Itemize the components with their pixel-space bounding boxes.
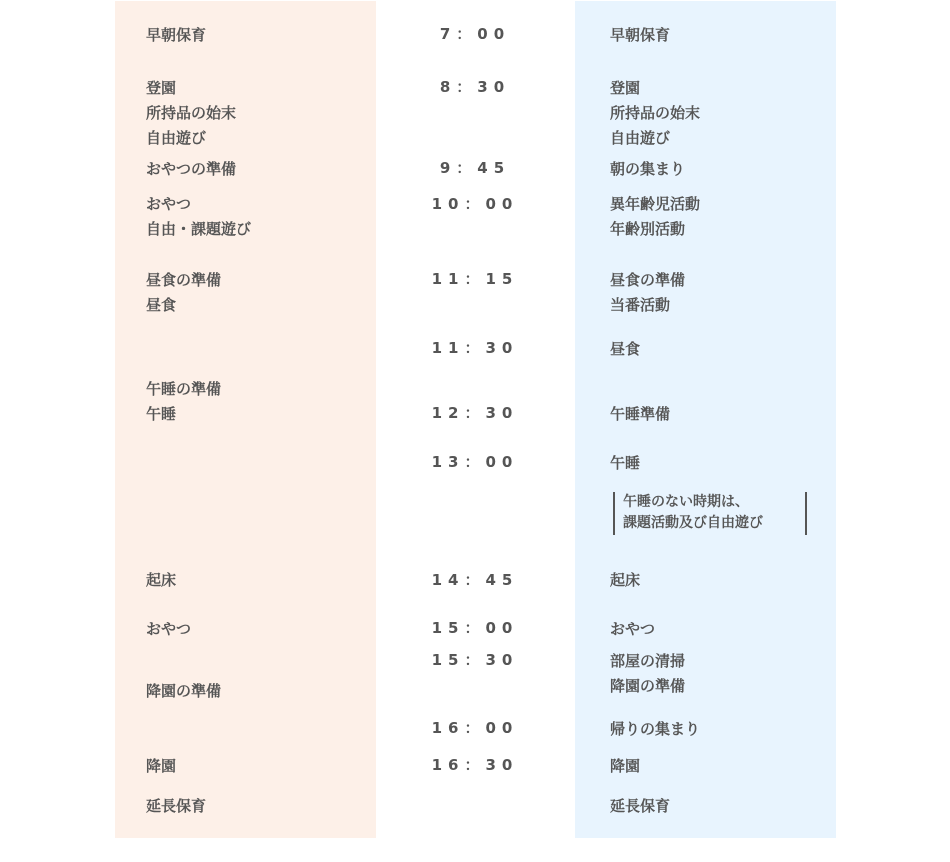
right-item-line: 当番活動 <box>610 296 671 314</box>
time-label: 16：00 <box>431 719 519 737</box>
nap-note-line: 課題活動及び自由遊び <box>623 515 763 531</box>
nap-note <box>613 492 807 535</box>
right-item-line: 登園 <box>610 79 641 97</box>
time-label: 13：00 <box>431 453 519 471</box>
right-item-line: 延長保育 <box>610 797 671 815</box>
time-label: 11：30 <box>431 339 519 357</box>
right-item-line: 昼食の準備 <box>610 271 686 289</box>
left-item-line: 降園の準備 <box>146 682 222 700</box>
right-item-line: 部屋の清掃 <box>610 652 686 670</box>
right-item-line: おやつ <box>610 620 656 638</box>
left-item-line: 降園 <box>146 757 177 775</box>
left-item-line: 昼食 <box>146 296 177 314</box>
left-item <box>146 192 251 242</box>
right-item-line: 自由遊び <box>610 129 671 147</box>
right-item-line: 早朝保育 <box>610 26 671 44</box>
right-item-line: 異年齢児活動 <box>610 195 701 213</box>
right-item <box>610 717 700 742</box>
right-item <box>610 649 685 699</box>
right-item-line: 降園 <box>610 757 641 775</box>
left-item <box>146 679 221 704</box>
left-item <box>146 76 236 151</box>
left-item-line: 午睡の準備 <box>146 380 222 398</box>
left-item-line: 起床 <box>146 571 177 589</box>
right-item <box>610 402 670 427</box>
left-item-line: おやつ <box>146 620 192 638</box>
right-item <box>610 754 640 779</box>
right-item-line: 年齢別活動 <box>610 220 686 238</box>
left-item-line: 登園 <box>146 79 177 97</box>
time-label: 12：30 <box>431 404 519 422</box>
time-label: 11：15 <box>431 270 519 288</box>
time-label: 7：00 <box>439 25 511 43</box>
time-label: 10：00 <box>431 195 519 213</box>
left-item-line: 自由・課題遊び <box>146 220 252 238</box>
right-item-line: 起床 <box>610 571 641 589</box>
time-label: 9：45 <box>439 159 511 177</box>
right-item <box>610 268 685 318</box>
right-item <box>610 157 685 182</box>
right-item <box>610 451 640 476</box>
left-item-line: 午睡 <box>146 405 177 423</box>
right-item-line: 帰りの集まり <box>610 720 701 738</box>
time-label: 15：00 <box>431 619 519 637</box>
left-item <box>146 568 176 593</box>
right-item <box>610 192 700 242</box>
time-label: 14：45 <box>431 571 519 589</box>
left-item-line: おやつの準備 <box>146 160 237 178</box>
left-item <box>146 268 221 318</box>
left-item <box>146 754 176 779</box>
right-item <box>610 23 670 48</box>
right-item <box>610 617 655 642</box>
left-item-line: 早朝保育 <box>146 26 207 44</box>
right-item <box>610 76 700 151</box>
right-item <box>610 794 670 819</box>
left-item-line: 延長保育 <box>146 797 207 815</box>
right-item-line: 午睡 <box>610 454 641 472</box>
left-item <box>146 157 236 182</box>
left-item <box>146 23 206 48</box>
time-label: 16：30 <box>431 756 519 774</box>
right-item <box>610 568 640 593</box>
left-item <box>146 794 206 819</box>
left-item <box>146 377 221 427</box>
left-item-line: 所持品の始末 <box>146 104 237 122</box>
right-item-line: 降園の準備 <box>610 677 686 695</box>
right-item-line: 朝の集まり <box>610 160 686 178</box>
left-item-line: 昼食の準備 <box>146 271 222 289</box>
left-item <box>146 617 191 642</box>
right-item-line: 午睡準備 <box>610 405 671 423</box>
left-item-line: 自由遊び <box>146 129 207 147</box>
right-item <box>610 337 640 362</box>
left-item-line: おやつ <box>146 195 192 213</box>
right-item-line: 所持品の始末 <box>610 104 701 122</box>
nap-note-line: 午睡のない時期は、 <box>623 494 749 510</box>
right-item-line: 昼食 <box>610 340 641 358</box>
time-label: 15：30 <box>431 651 519 669</box>
time-label: 8：30 <box>439 78 511 96</box>
